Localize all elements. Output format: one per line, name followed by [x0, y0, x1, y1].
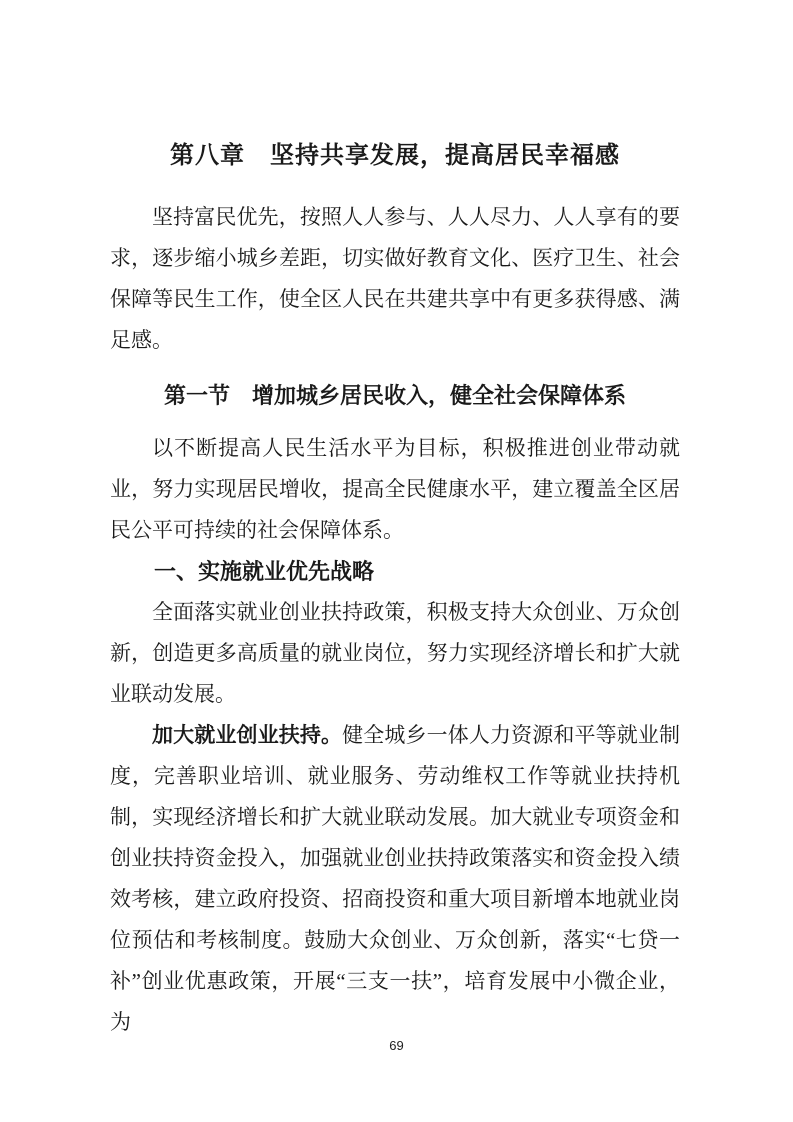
paragraph-employment-support	[110, 715, 680, 1043]
paragraph-employment-policy: 全面落实就业创业扶持政策，积极支持大众创业、万众创新，创造更多高质量的就业岗位，努力实现经济增长和扩大就业联动发展。	[110, 600, 680, 706]
paragraph-section-intro: 以不断提高人民生活水平为目标，积极推进创业带动就业，努力实现居民增收，提高全民健康水平，建立覆盖全区居民公平可持续的社会保障体系。	[110, 436, 680, 542]
section-title: 第一节 增加城乡居民收入，健全社会保障体系	[163, 383, 626, 408]
paragraph-body-text: 健全城乡一体人力资源和平等就业制度，完善职业培训、就业服务、劳动维权工作等就业扶持机制，实现经济增长和扩大就业联动发展。加大就业专项资金和创业扶持资金投入，加强就业创业扶持政策落实和资金投入绩效考核，建立政府投资、招商投资和重大项目新增本地就业岗位预估和考核制度。鼓励大众创业、万众创新，落实“七贷一补”创业优惠政策，开展“三支一扶”，培育发展中小微企业，为	[110, 723, 680, 1034]
document-page-content	[110, 140, 680, 1043]
paragraph-chapter-intro: 坚持富民优先，按照人人参与、人人尽力、人人享有的要求，逐步缩小城乡差距，切实做好教育文化、医疗卫生、社会保障等民生工作，使全区人民在共建共享中有更多获得感、满足感。	[110, 205, 680, 352]
subheading-employment-strategy: 一、实施就业优先战略	[154, 559, 375, 584]
page-number: 69	[389, 1038, 404, 1053]
paragraph-lead-bold: 加大就业创业扶持。	[152, 724, 343, 747]
chapter-title: 第八章 坚持共享发展，提高居民幸福感	[170, 142, 620, 169]
